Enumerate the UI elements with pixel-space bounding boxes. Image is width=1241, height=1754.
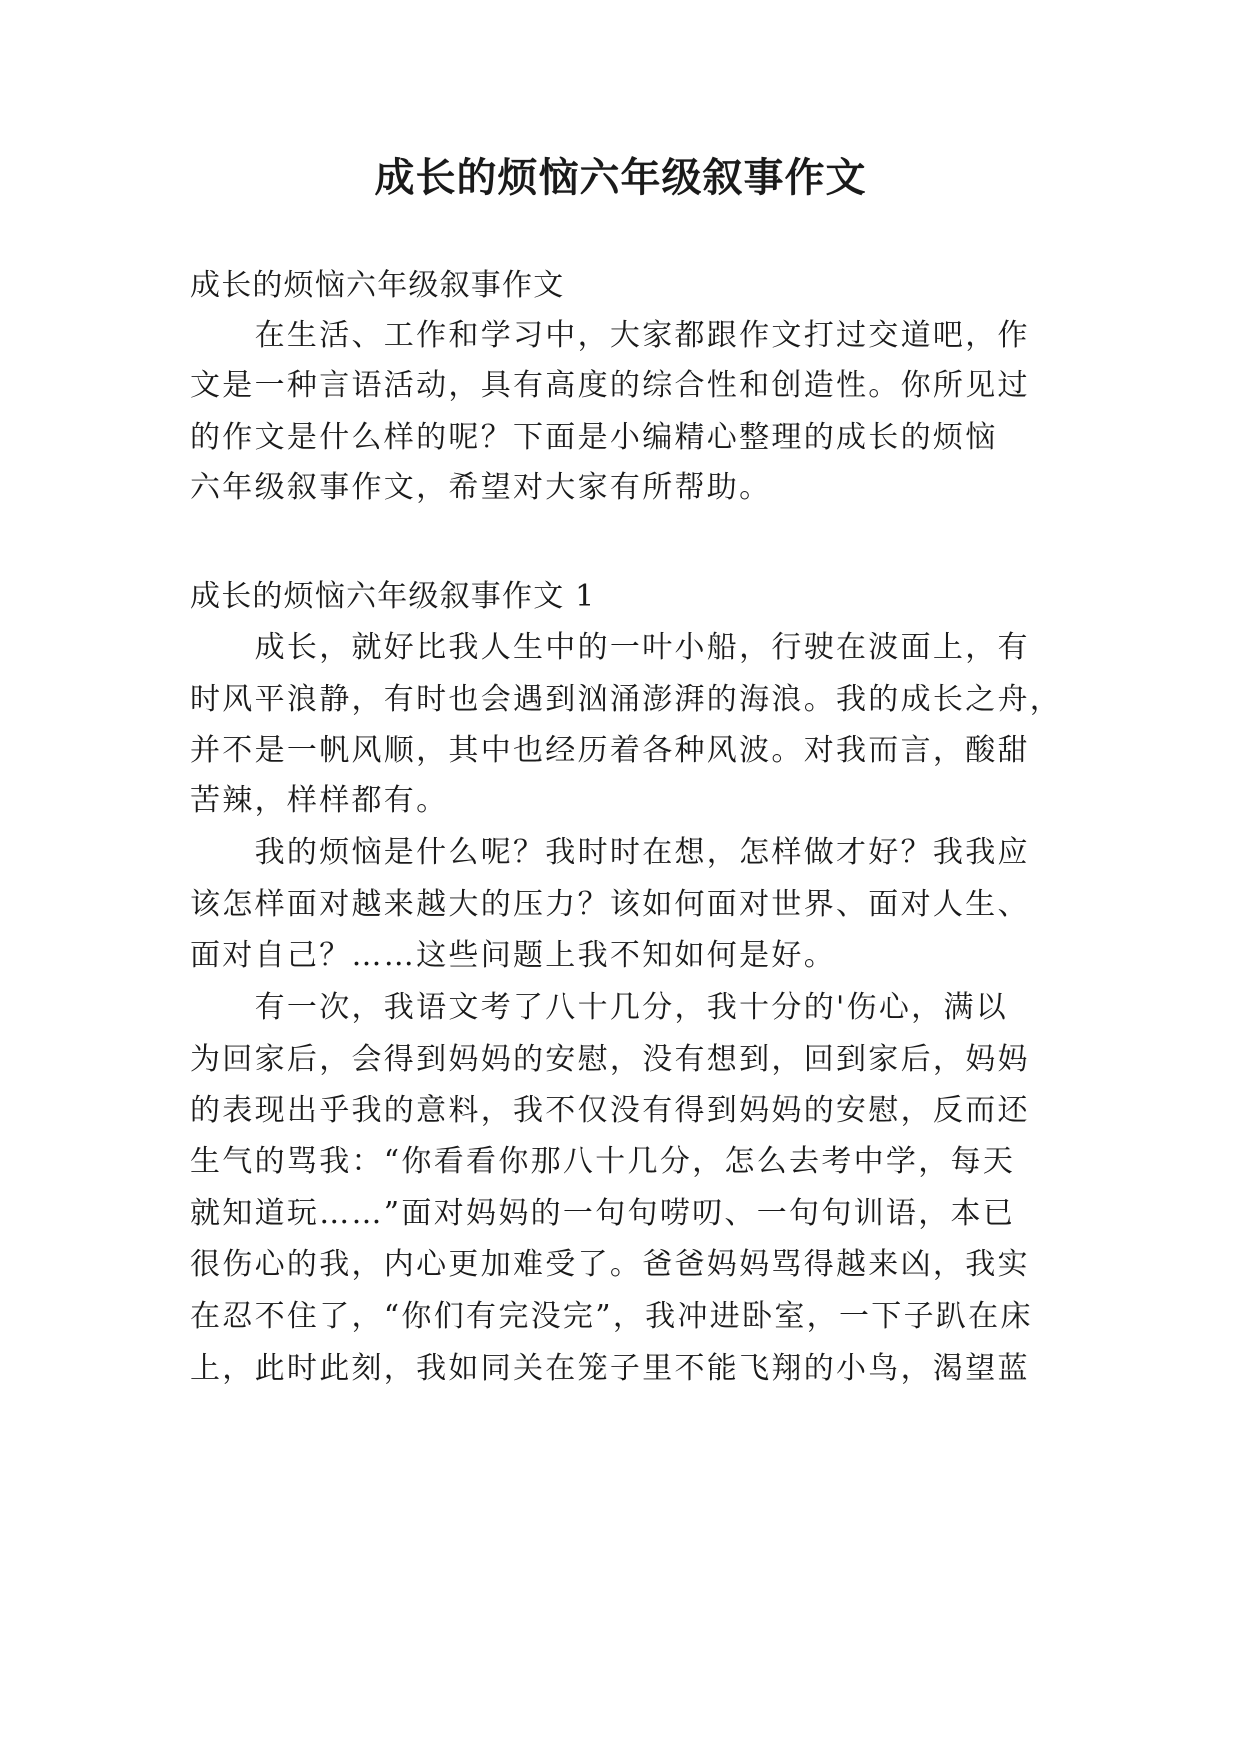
text-line: 就知道玩……”面对妈妈的一句句唠叨、一句句训语，本已 xyxy=(190,1196,1016,1231)
intro-heading: 成长的烦恼六年级叙事作文 xyxy=(190,268,565,303)
text-line: 生气的骂我：“你看看你那八十几分，怎么去考中学，每天 xyxy=(190,1144,1016,1179)
text-line: 有一次，我语文考了八十几分，我十分的'伤心，满以 xyxy=(190,990,1009,1025)
text-line: 在忍不住了，“你们有完没完”，我冲进卧室，一下子趴在床 xyxy=(190,1299,1033,1334)
text-line: 为回家后，会得到妈妈的安慰，没有想到，回到家后，妈妈 xyxy=(190,1042,1030,1077)
section-heading: 成长的烦恼六年级叙事作文 1 xyxy=(190,579,596,614)
text-line: 在生活、工作和学习中，大家都跟作文打过交道吧，作 xyxy=(190,318,1030,353)
text-line: 该怎样面对越来越大的压力？该如何面对世界、面对人生、 xyxy=(190,887,1030,922)
text-line: 我的烦恼是什么呢？我时时在想，怎样做才好？我我应 xyxy=(190,835,1030,870)
text-line: 的表现出乎我的意料，我不仅没有得到妈妈的安慰，反而还 xyxy=(190,1093,1030,1128)
text-line: 成长，就好比我人生中的一叶小船，行驶在波面上，有 xyxy=(190,630,1030,665)
text-line: 文是一种言语活动，具有高度的综合性和创造性。你所见过 xyxy=(190,368,1030,403)
text-line: 的作文是什么样的呢？下面是小编精心整理的成长的烦恼 xyxy=(190,420,998,455)
text-line: 六年级叙事作文，希望对大家有所帮助。 xyxy=(190,470,772,505)
text-line: 很伤心的我，内心更加难受了。爸爸妈妈骂得越来凶，我实 xyxy=(190,1247,1030,1282)
document-title: 成长的烦恼六年级叙事作文 xyxy=(374,154,867,201)
text-line: 苦辣，样样都有。 xyxy=(190,783,449,818)
text-line: 时风平浪静，有时也会遇到汹涌澎湃的海浪。我的成长之舟， xyxy=(190,682,1063,717)
text-line: 面对自己？……这些问题上我不知如何是好。 xyxy=(190,938,836,973)
text-line: 上，此时此刻，我如同关在笼子里不能飞翔的小鸟，渴望蓝 xyxy=(190,1351,1030,1386)
text-line: 并不是一帆风顺，其中也经历着各种风波。对我而言，酸甜 xyxy=(190,733,1030,768)
